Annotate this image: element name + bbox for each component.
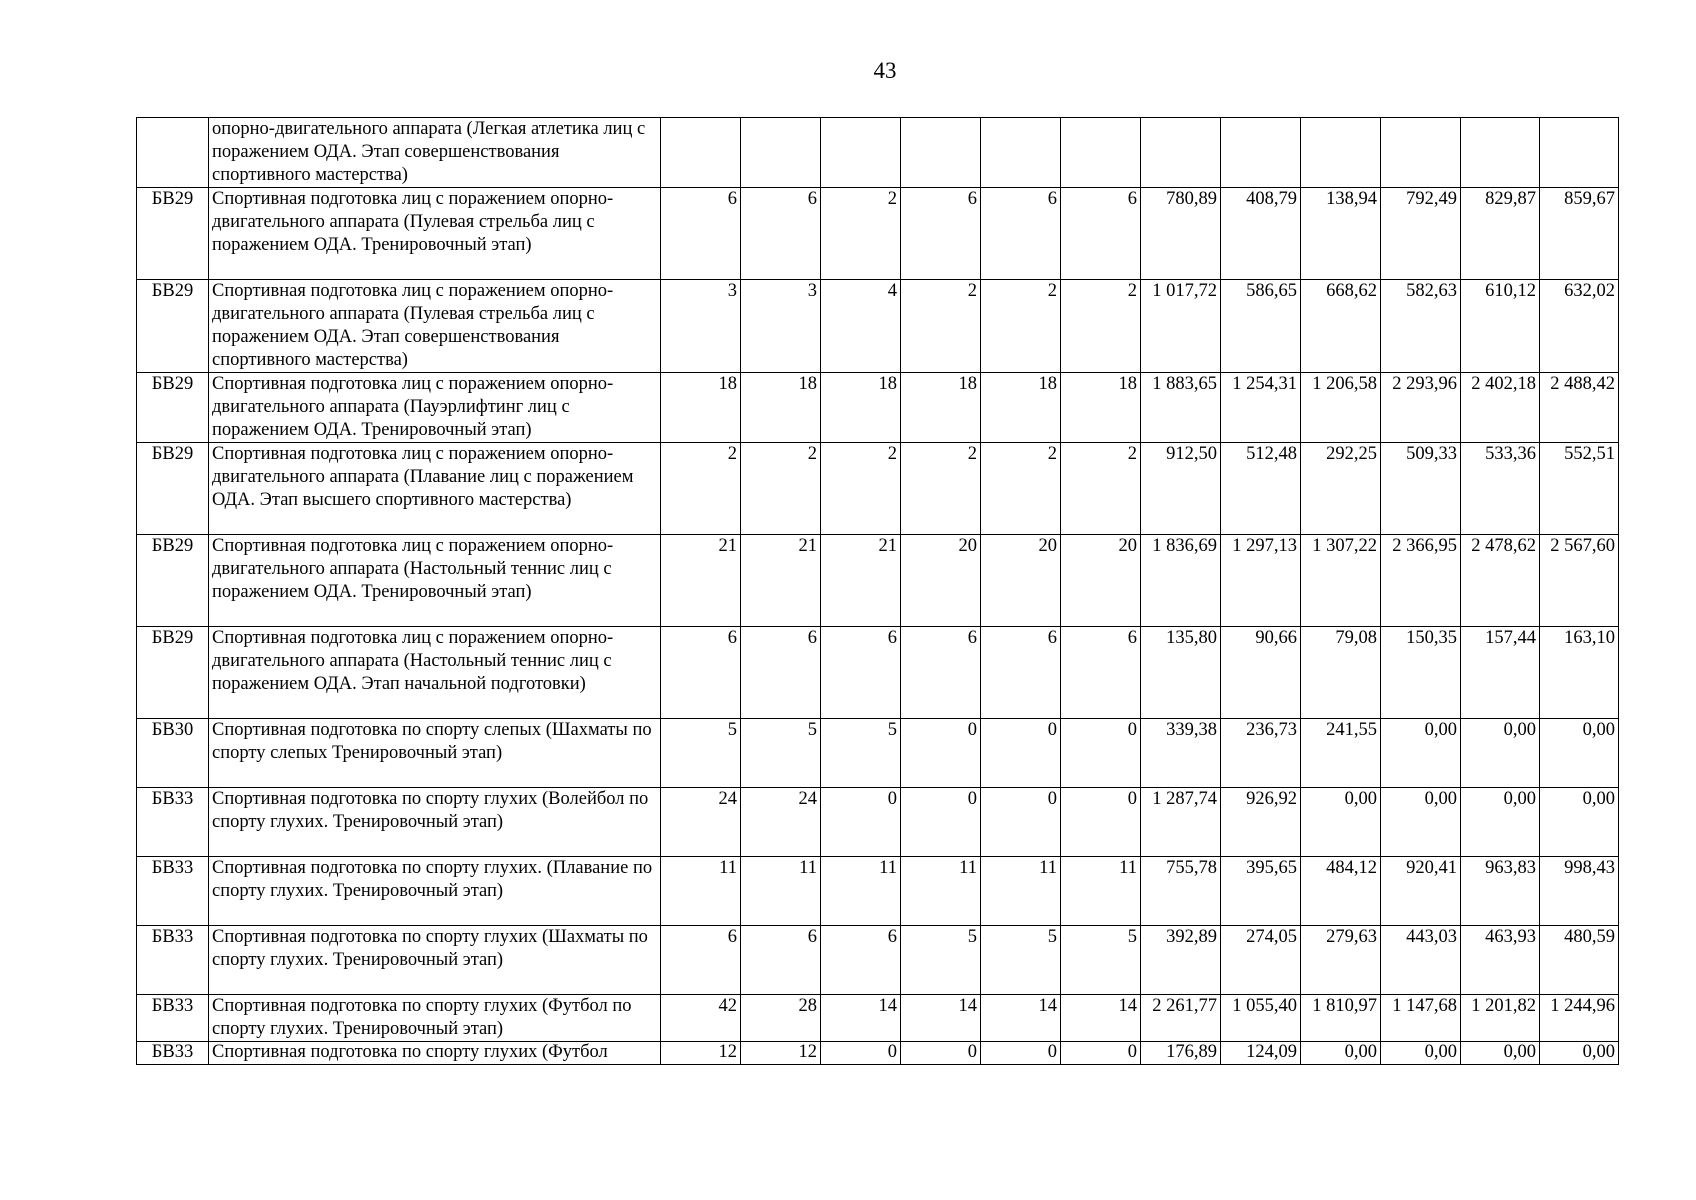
value-cell: 18 bbox=[901, 373, 981, 443]
value-cell: 1 201,82 bbox=[1461, 995, 1540, 1042]
value-cell: 0 bbox=[981, 788, 1061, 857]
value-cell: 24 bbox=[741, 788, 821, 857]
value-cell: 90,66 bbox=[1221, 627, 1301, 719]
value-cell: 14 bbox=[901, 995, 981, 1042]
value-cell: 5 bbox=[741, 719, 821, 788]
row-name-cell: Спортивная подготовка лиц с поражением опорно-двигательного аппарата (Настольный теннис лиц с поражением ОДА. Тренировочный этап) bbox=[209, 535, 661, 627]
value-cell: 1 017,72 bbox=[1141, 280, 1221, 373]
value-cell bbox=[1221, 118, 1301, 188]
value-cell: 2 488,42 bbox=[1540, 373, 1619, 443]
value-cell: 6 bbox=[901, 627, 981, 719]
value-cell: 480,59 bbox=[1540, 926, 1619, 995]
value-cell bbox=[1301, 118, 1381, 188]
value-cell: 2 bbox=[981, 280, 1061, 373]
row-code-cell: БВ29 bbox=[137, 373, 209, 443]
value-cell: 28 bbox=[741, 995, 821, 1042]
value-cell: 6 bbox=[741, 627, 821, 719]
row-name-cell: Спортивная подготовка по спорту глухих (Волейбол по спорту глухих. Тренировочный этап) bbox=[209, 788, 661, 857]
value-cell: 2 bbox=[901, 280, 981, 373]
value-cell: 138,94 bbox=[1301, 188, 1381, 280]
value-cell: 0 bbox=[1061, 719, 1141, 788]
value-cell: 20 bbox=[981, 535, 1061, 627]
value-cell bbox=[981, 118, 1061, 188]
value-cell: 6 bbox=[661, 188, 741, 280]
value-cell: 18 bbox=[741, 373, 821, 443]
value-cell: 0,00 bbox=[1540, 788, 1619, 857]
value-cell: 14 bbox=[821, 995, 901, 1042]
table-row bbox=[137, 995, 1619, 1042]
value-cell: 443,03 bbox=[1381, 926, 1461, 995]
value-cell: 3 bbox=[661, 280, 741, 373]
row-code-cell: БВ29 bbox=[137, 535, 209, 627]
value-cell bbox=[1141, 118, 1221, 188]
value-cell: 21 bbox=[661, 535, 741, 627]
row-name-cell: Спортивная подготовка лиц с поражением опорно-двигательного аппарата (Пулевая стрельба лиц с поражением ОДА. Тренировочный этап) bbox=[209, 188, 661, 280]
table-row bbox=[137, 1042, 1619, 1065]
value-cell: 2 bbox=[821, 188, 901, 280]
data-table bbox=[136, 117, 1619, 1065]
row-code-cell: БВ33 bbox=[137, 926, 209, 995]
value-cell: 755,78 bbox=[1141, 857, 1221, 926]
table-row bbox=[137, 280, 1619, 373]
row-code-cell: БВ33 bbox=[137, 1042, 209, 1065]
value-cell: 5 bbox=[901, 926, 981, 995]
value-cell: 610,12 bbox=[1461, 280, 1540, 373]
value-cell: 5 bbox=[1061, 926, 1141, 995]
value-cell: 21 bbox=[821, 535, 901, 627]
value-cell: 2 366,95 bbox=[1381, 535, 1461, 627]
value-cell: 2 478,62 bbox=[1461, 535, 1540, 627]
value-cell: 463,93 bbox=[1461, 926, 1540, 995]
value-cell: 1 287,74 bbox=[1141, 788, 1221, 857]
value-cell: 392,89 bbox=[1141, 926, 1221, 995]
value-cell: 408,79 bbox=[1221, 188, 1301, 280]
value-cell: 533,36 bbox=[1461, 443, 1540, 535]
value-cell: 0,00 bbox=[1301, 788, 1381, 857]
value-cell: 1 244,96 bbox=[1540, 995, 1619, 1042]
value-cell: 6 bbox=[901, 188, 981, 280]
value-cell: 926,92 bbox=[1221, 788, 1301, 857]
row-name-cell: Спортивная подготовка лиц с поражением опорно-двигательного аппарата (Пулевая стрельба лиц с поражением ОДА. Этап совершенствования спортивного мастерства) bbox=[209, 280, 661, 373]
row-name-cell: Спортивная подготовка по спорту слепых (Шахматы по спорту слепых Тренировочный этап) bbox=[209, 719, 661, 788]
value-cell: 176,89 bbox=[1141, 1042, 1221, 1065]
value-cell: 395,65 bbox=[1221, 857, 1301, 926]
value-cell: 150,35 bbox=[1381, 627, 1461, 719]
row-name-cell: Спортивная подготовка лиц с поражением опорно-двигательного аппарата (Настольный теннис лиц с поражением ОДА. Этап начальной подготовки) bbox=[209, 627, 661, 719]
value-cell: 6 bbox=[1061, 188, 1141, 280]
value-cell: 6 bbox=[1061, 627, 1141, 719]
value-cell: 6 bbox=[661, 627, 741, 719]
value-cell: 0 bbox=[901, 719, 981, 788]
value-cell: 0,00 bbox=[1461, 719, 1540, 788]
value-cell: 509,33 bbox=[1381, 443, 1461, 535]
value-cell: 1 297,13 bbox=[1221, 535, 1301, 627]
table-row bbox=[137, 373, 1619, 443]
value-cell: 0,00 bbox=[1381, 1042, 1461, 1065]
value-cell: 20 bbox=[1061, 535, 1141, 627]
value-cell: 6 bbox=[741, 188, 821, 280]
value-cell: 1 147,68 bbox=[1381, 995, 1461, 1042]
row-code-cell: БВ33 bbox=[137, 788, 209, 857]
value-cell: 0 bbox=[821, 788, 901, 857]
table-row bbox=[137, 926, 1619, 995]
value-cell: 0,00 bbox=[1540, 719, 1619, 788]
row-name-cell: Спортивная подготовка по спорту глухих. (Плавание по спорту глухих. Тренировочный этап) bbox=[209, 857, 661, 926]
value-cell: 5 bbox=[661, 719, 741, 788]
value-cell: 0 bbox=[1061, 1042, 1141, 1065]
value-cell: 5 bbox=[981, 926, 1061, 995]
value-cell: 6 bbox=[981, 188, 1061, 280]
value-cell: 0,00 bbox=[1381, 788, 1461, 857]
value-cell: 11 bbox=[821, 857, 901, 926]
value-cell: 4 bbox=[821, 280, 901, 373]
value-cell: 11 bbox=[741, 857, 821, 926]
value-cell: 1 307,22 bbox=[1301, 535, 1381, 627]
value-cell: 24 bbox=[661, 788, 741, 857]
value-cell: 484,12 bbox=[1301, 857, 1381, 926]
value-cell: 6 bbox=[821, 926, 901, 995]
value-cell bbox=[1381, 118, 1461, 188]
value-cell: 11 bbox=[981, 857, 1061, 926]
value-cell bbox=[741, 118, 821, 188]
value-cell: 135,80 bbox=[1141, 627, 1221, 719]
value-cell: 18 bbox=[821, 373, 901, 443]
value-cell: 6 bbox=[981, 627, 1061, 719]
row-name-cell: Спортивная подготовка по спорту глухих (Шахматы по спорту глухих. Тренировочный этап) bbox=[209, 926, 661, 995]
value-cell: 1 883,65 bbox=[1141, 373, 1221, 443]
value-cell: 163,10 bbox=[1540, 627, 1619, 719]
value-cell: 1 810,97 bbox=[1301, 995, 1381, 1042]
value-cell: 2 bbox=[981, 443, 1061, 535]
value-cell: 780,89 bbox=[1141, 188, 1221, 280]
table-row bbox=[137, 535, 1619, 627]
value-cell: 668,62 bbox=[1301, 280, 1381, 373]
value-cell: 274,05 bbox=[1221, 926, 1301, 995]
value-cell: 6 bbox=[661, 926, 741, 995]
value-cell: 920,41 bbox=[1381, 857, 1461, 926]
value-cell: 2 261,77 bbox=[1141, 995, 1221, 1042]
row-code-cell: БВ33 bbox=[137, 857, 209, 926]
value-cell: 2 567,60 bbox=[1540, 535, 1619, 627]
value-cell: 0 bbox=[981, 719, 1061, 788]
value-cell: 18 bbox=[981, 373, 1061, 443]
value-cell: 292,25 bbox=[1301, 443, 1381, 535]
value-cell: 12 bbox=[741, 1042, 821, 1065]
value-cell: 79,08 bbox=[1301, 627, 1381, 719]
value-cell: 2 bbox=[1061, 280, 1141, 373]
row-name-cell: Спортивная подготовка по спорту глухих (Футбол по спорту глухих. Тренировочный этап) bbox=[209, 995, 661, 1042]
value-cell: 6 bbox=[741, 926, 821, 995]
value-cell: 20 bbox=[901, 535, 981, 627]
value-cell: 0 bbox=[821, 1042, 901, 1065]
value-cell: 792,49 bbox=[1381, 188, 1461, 280]
value-cell: 0 bbox=[1061, 788, 1141, 857]
value-cell: 998,43 bbox=[1540, 857, 1619, 926]
row-name-cell: Спортивная подготовка лиц с поражением опорно-двигательного аппарата (Пауэрлифтинг лиц с поражением ОДА. Тренировочный этап) bbox=[209, 373, 661, 443]
value-cell: 42 bbox=[661, 995, 741, 1042]
value-cell: 0 bbox=[981, 1042, 1061, 1065]
value-cell: 241,55 bbox=[1301, 719, 1381, 788]
row-code-cell: БВ30 bbox=[137, 719, 209, 788]
value-cell: 586,65 bbox=[1221, 280, 1301, 373]
value-cell: 2 bbox=[901, 443, 981, 535]
value-cell: 512,48 bbox=[1221, 443, 1301, 535]
value-cell bbox=[901, 118, 981, 188]
value-cell: 1 836,69 bbox=[1141, 535, 1221, 627]
value-cell: 0 bbox=[901, 788, 981, 857]
value-cell: 0,00 bbox=[1540, 1042, 1619, 1065]
value-cell: 1 055,40 bbox=[1221, 995, 1301, 1042]
value-cell: 157,44 bbox=[1461, 627, 1540, 719]
row-name-cell: опорно-двигательного аппарата (Легкая атлетика лиц с поражением ОДА. Этап совершенствования спортивного мастерства) bbox=[209, 118, 661, 188]
value-cell: 2 bbox=[821, 443, 901, 535]
table-row bbox=[137, 719, 1619, 788]
value-cell bbox=[1461, 118, 1540, 188]
value-cell: 21 bbox=[741, 535, 821, 627]
value-cell: 11 bbox=[1061, 857, 1141, 926]
table-row bbox=[137, 627, 1619, 719]
value-cell bbox=[821, 118, 901, 188]
value-cell: 0 bbox=[901, 1042, 981, 1065]
value-cell: 552,51 bbox=[1540, 443, 1619, 535]
value-cell: 0,00 bbox=[1381, 719, 1461, 788]
value-cell: 912,50 bbox=[1141, 443, 1221, 535]
value-cell: 5 bbox=[821, 719, 901, 788]
row-code-cell: БВ29 bbox=[137, 280, 209, 373]
value-cell: 236,73 bbox=[1221, 719, 1301, 788]
value-cell bbox=[1540, 118, 1619, 188]
value-cell: 11 bbox=[901, 857, 981, 926]
value-cell: 124,09 bbox=[1221, 1042, 1301, 1065]
value-cell bbox=[661, 118, 741, 188]
value-cell: 632,02 bbox=[1540, 280, 1619, 373]
value-cell: 0,00 bbox=[1301, 1042, 1381, 1065]
table-body bbox=[137, 118, 1619, 1065]
value-cell: 279,63 bbox=[1301, 926, 1381, 995]
value-cell: 0,00 bbox=[1461, 788, 1540, 857]
value-cell: 582,63 bbox=[1381, 280, 1461, 373]
value-cell: 339,38 bbox=[1141, 719, 1221, 788]
table-row bbox=[137, 188, 1619, 280]
table-row bbox=[137, 857, 1619, 926]
table-row bbox=[137, 788, 1619, 857]
table-row bbox=[137, 118, 1619, 188]
row-code-cell: БВ29 bbox=[137, 443, 209, 535]
value-cell bbox=[1061, 118, 1141, 188]
table-row bbox=[137, 443, 1619, 535]
value-cell: 11 bbox=[661, 857, 741, 926]
value-cell: 859,67 bbox=[1540, 188, 1619, 280]
value-cell: 3 bbox=[741, 280, 821, 373]
value-cell: 18 bbox=[1061, 373, 1141, 443]
value-cell: 0,00 bbox=[1461, 1042, 1540, 1065]
value-cell: 829,87 bbox=[1461, 188, 1540, 280]
row-name-cell: Спортивная подготовка по спорту глухих (Футбол bbox=[209, 1042, 661, 1065]
row-name-cell: Спортивная подготовка лиц с поражением опорно-двигательного аппарата (Плавание лиц с поражением ОДА. Этап высшего спортивного мастерства) bbox=[209, 443, 661, 535]
row-code-cell bbox=[137, 118, 209, 188]
row-code-cell: БВ29 bbox=[137, 627, 209, 719]
value-cell: 2 402,18 bbox=[1461, 373, 1540, 443]
value-cell: 2 bbox=[661, 443, 741, 535]
row-code-cell: БВ33 bbox=[137, 995, 209, 1042]
value-cell: 1 254,31 bbox=[1221, 373, 1301, 443]
page-number: 43 bbox=[873, 58, 897, 83]
value-cell: 1 206,58 bbox=[1301, 373, 1381, 443]
value-cell: 12 bbox=[661, 1042, 741, 1065]
value-cell: 963,83 bbox=[1461, 857, 1540, 926]
value-cell: 2 293,96 bbox=[1381, 373, 1461, 443]
value-cell: 18 bbox=[661, 373, 741, 443]
value-cell: 14 bbox=[981, 995, 1061, 1042]
value-cell: 6 bbox=[821, 627, 901, 719]
value-cell: 14 bbox=[1061, 995, 1141, 1042]
row-code-cell: БВ29 bbox=[137, 188, 209, 280]
value-cell: 2 bbox=[1061, 443, 1141, 535]
value-cell: 2 bbox=[741, 443, 821, 535]
